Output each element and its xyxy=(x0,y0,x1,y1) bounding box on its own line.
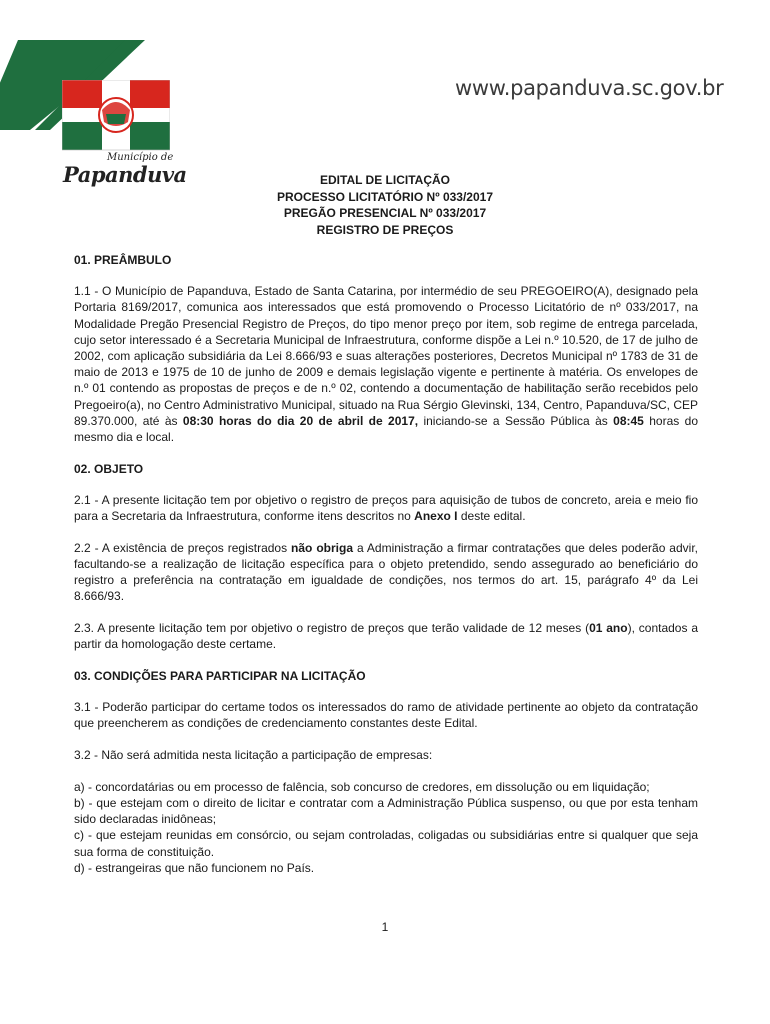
list-item-a: a) - concordatárias ou em processo de falência, sob concurso de credores, em dissolução ou em liquidação; xyxy=(74,779,650,794)
document-body xyxy=(74,252,698,876)
paragraph-1-1 xyxy=(74,283,698,445)
list-item-d: d) - estrangeiras que não funcionem no País. xyxy=(74,860,315,875)
paragraph-3-1: 3.1 - Poderão participar do certame todos os interessados do ramo de atividade pertinente ao objeto da contratação que preencherem as condições de credenciamento constantes deste Edital. xyxy=(74,700,698,731)
paragraph-bold: 01 ano xyxy=(589,621,628,636)
paragraph-2-3 xyxy=(74,620,698,652)
municipio-name: Papanduva xyxy=(63,162,187,187)
section-heading-condicoes: 03. CONDIÇÕES PARA PARTICIPAR NA LICITAÇÃO xyxy=(74,669,366,684)
document-title xyxy=(0,172,770,238)
list-item-c: c) - que estejam reunidas em consórcio, ou sejam controladas, coligadas ou subsidiárias entre si qualquer que seja sua forma de constituição. xyxy=(74,828,698,859)
paragraph-text: deste edital. xyxy=(457,509,526,524)
paragraph-text: iniciando-se a Sessão Pública às xyxy=(418,413,614,428)
paragraph-bold: Anexo I xyxy=(414,509,458,524)
website-url: www.papanduva.sc.gov.br xyxy=(455,76,724,100)
paragraph-text: horas do mesmo dia e local. xyxy=(74,413,698,445)
paragraph-text: 1.1 - O Município de Papanduva, Estado de Santa Catarina, por intermédio de seu PREGOEIRO(A), designado pela Portaria 8169/2017, comunica aos interessados que está promovendo o Processo Licitatório de nº 033/2017, na Modalidade Pregão Presencial Registro de Preços, do tipo menor preço por item, sob regime de entrega parcelada, cujo setor interessado é a Secretaria Municipal de Infraestrutura, conforme dispõe a Lei n.º 10.520, de 17 de julho de 2002, com aplicação subsidiária da Lei 8.666/93 e suas alterações posteriores, Decretos Municipal nº 1783 de 31 de maio de 2013 e 1975 de 10 de junho de 2009 e demais legislação vigente e pertinente à matéria. Os envelopes de n.º 01 contendo as propostas de preços e de n.º 02, contendo a documentação de habilitação serão recebidos pelo Pregoeiro(a), no Centro Administrativo Municipal, situado na Rua Sérgio Glevinski, 134, Centro, Papanduva/SC, CEP 89.370.000, até às xyxy=(74,284,698,428)
title-line-3: PREGÃO PRESENCIAL Nº 033/2017 xyxy=(283,206,487,220)
paragraph-text: 2.1 - A presente licitação tem por objetivo o registro de preços para aquisição de tubos de concreto, areia e meio fio para a Secretaria da Infraestrutura, conforme itens descritos no xyxy=(74,492,698,524)
title-line-2: PROCESSO LICITATÓRIO Nº 033/2017 xyxy=(277,189,493,204)
title-line-1: EDITAL DE LICITAÇÃO xyxy=(320,173,450,187)
paragraph-3-2: 3.2 - Não será admitida nesta licitação a participação de empresas: xyxy=(74,748,433,763)
paragraph-text: a Administração a firmar contratações que deles poderão advir, facultando-se a realização de licitação específica para o objeto pretendido, sendo assegurado ao beneficiário do registro a preferência na contratação em igualdade de condições, nos termos do art. 15, parágrafo 4º da Lei 8.666/93. xyxy=(74,540,698,604)
title-line-4: REGISTRO DE PREÇOS xyxy=(316,222,454,237)
section-heading-preambulo: 01. PREÂMBULO xyxy=(74,253,172,267)
paragraph-text: ), contados a partir da homologação deste certame. xyxy=(74,621,698,652)
list-item-b: b) - que estejam com o direito de licitar e contratar com a Administração Pública suspenso, ou que por esta tenham sido declaradas inidôneas; xyxy=(74,796,698,827)
paragraph-bold-time: 08:45 xyxy=(613,413,644,428)
paragraph-2-1 xyxy=(74,492,698,524)
page-number: 1 xyxy=(381,920,389,934)
paragraph-bold-date: 08:30 horas do dia 20 de abril de 2017, xyxy=(182,413,419,428)
paragraph-bold: não obriga xyxy=(291,540,353,555)
municipio-label: Município de xyxy=(107,152,174,163)
section-heading-objeto: 02. OBJETO xyxy=(74,461,144,476)
paragraph-text: 2.2 - A existência de preços registrados xyxy=(74,540,292,555)
paragraph-text: 2.3. A presente licitação tem por objetivo o registro de preços que terão validade de 12 meses ( xyxy=(74,621,590,636)
paragraph-2-2 xyxy=(74,540,698,605)
